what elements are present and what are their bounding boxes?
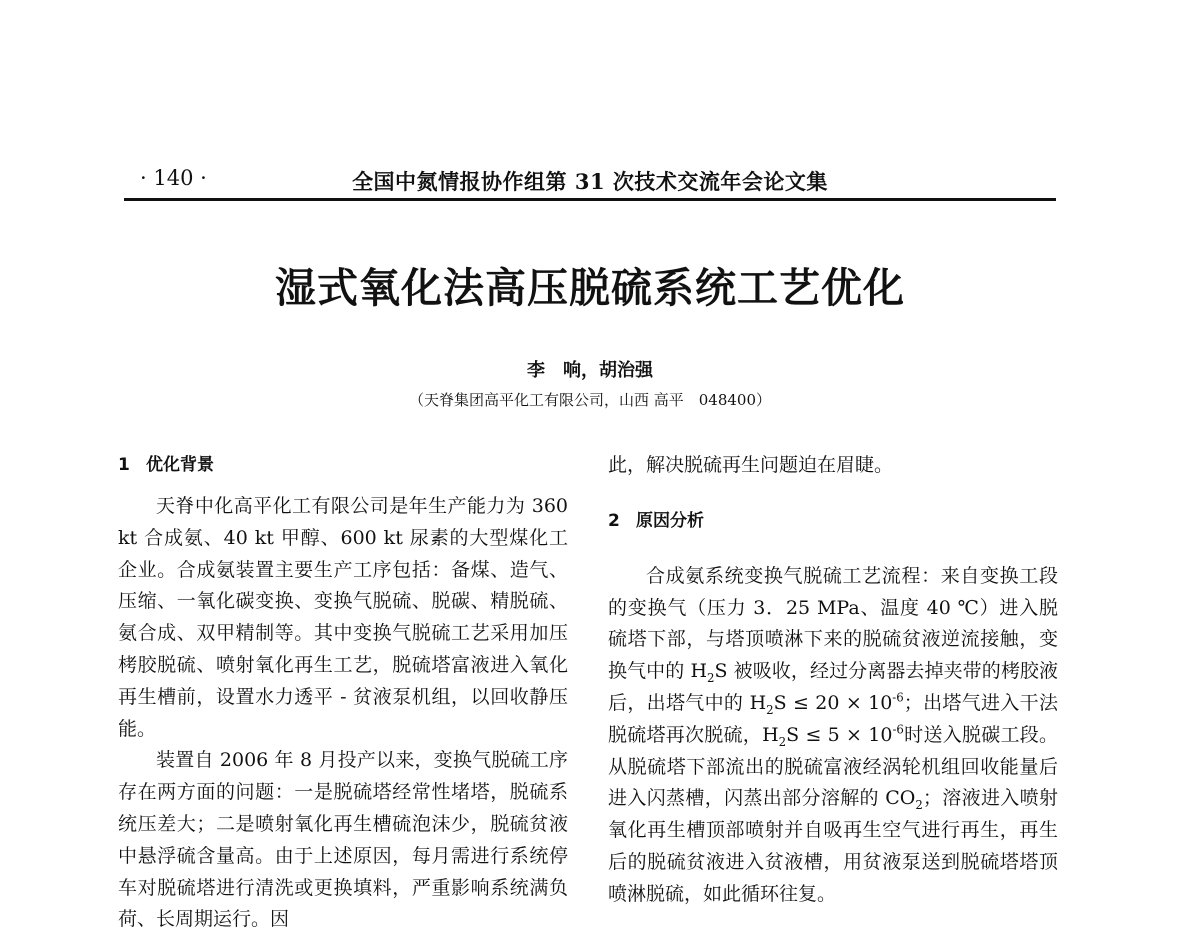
section-title: 优化背景 xyxy=(146,455,214,475)
subscript: 2 xyxy=(707,670,715,685)
paragraph xyxy=(608,561,1058,911)
running-header xyxy=(124,166,1056,196)
page-number: · 140 · xyxy=(140,166,207,190)
superscript: -6 xyxy=(892,690,904,705)
section-number: 2 xyxy=(608,510,620,531)
paragraph-continuation: 此，解决脱硫再生问题迫在眉睫。 xyxy=(608,454,894,476)
subscript: 2 xyxy=(766,702,774,717)
text-run: S ≤ 5 × 10 xyxy=(786,723,893,746)
section-number: 1 xyxy=(118,455,130,475)
right-column xyxy=(608,450,1058,911)
affiliation: （天脊集团高平化工有限公司，山西 高平 048400） xyxy=(408,391,772,409)
header-rule xyxy=(124,198,1056,201)
left-column xyxy=(118,450,568,936)
section-heading-1 xyxy=(118,450,568,481)
subscript: 2 xyxy=(778,734,787,749)
section-title: 原因分析 xyxy=(636,510,704,531)
subscript: 2 xyxy=(915,798,923,813)
text-run: 时送入脱碳工段。从脱硫塔下部流出的脱硫富液经涡轮机组回收能量后进入闪蒸槽，闪蒸出部分溶解的 CO xyxy=(608,723,1058,810)
paragraph: 装置自 2006 年 8 月投产以来，变换气脱硫工序存在两方面的问题：一是脱硫塔经常性堵塔，脱硫系统压差大；二是喷射氧化再生槽硫泡沫少，脱硫贫液中悬浮硫含量高。由于上述原因，每月需进行系统停车对脱硫塔进行清洗或更换填料，严重影响系统满负荷、长周期运行。因 xyxy=(118,749,568,931)
text-run: 合成氨系统变换气脱硫工艺流程：来自变换工段的变换气（压力 3．25 MPa、温度 40 ℃）进入脱硫塔下部，与塔顶喷淋下来的脱硫贫液逆流接触，变换气中的 H xyxy=(608,564,1058,683)
authors: 李 响，胡治强 xyxy=(527,360,653,381)
paragraph: 天脊中化高平化工有限公司是年生产能力为 360 kt 合成氨、40 kt 甲醇、600 kt 尿素的大型煤化工企业。合成氨装置主要生产工序包括：备煤、造气、压缩、一氧化碳变换、变换气脱硫、脱碳、精脱硫、氨合成、双甲精制等。其中变换气脱硫工艺采用加压栲胶脱硫、喷射氧化再生工艺，脱硫塔富液进入氧化再生槽前，设置水力透平 - 贫液泵机组，以回收静压能。 xyxy=(118,495,568,740)
section-heading-2 xyxy=(608,506,1058,537)
text-run: S ≤ 20 × 10 xyxy=(773,691,893,714)
journal-title: 全国中氮情报协作组第 31 次技术交流年会论文集 xyxy=(352,169,828,194)
text-run: ；溶液进入喷射氧化再生槽顶部喷射并自吸再生空气进行再生，再生后的脱硫贫液进入贫液槽，用贫液泵送到脱硫塔塔顶喷淋脱硫，如此循环往复。 xyxy=(608,787,1058,905)
text-run: ；出塔气进入干法脱硫塔再次脱硫，H xyxy=(608,691,1058,746)
superscript: -6 xyxy=(892,722,904,737)
text-run: S 被吸收，经过分离器去掉夹带的栲胶液后，出塔气中的 H xyxy=(608,660,1059,714)
paper-title: 湿式氧化法高压脱硫系统工艺优化 xyxy=(275,264,905,312)
